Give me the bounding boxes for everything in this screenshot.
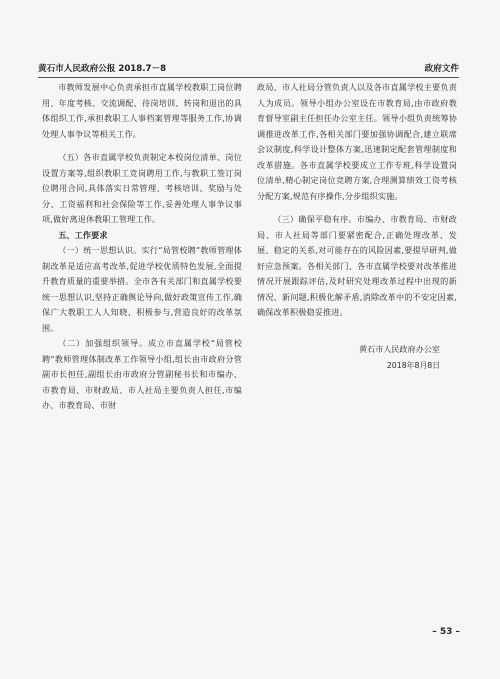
journal-title: 黄石市人民政府公报 2018.7－8 [38,64,167,74]
signature-date: 2018年8月8日 [386,361,440,370]
signature-org: 黄石市人民政府办公室 [359,344,440,354]
paragraph: （五）各市直属学校负责制定本校岗位清单、岗位设置方案等,组织教职工竞岗聘用工作,与教职工签订岗位聘用合同,具体落实日常管理、考核培训、奖励与处分、工资福利和社会保险等工作,妥善处理人事争议事项,做好离退休教职工管理工作。 [42,152,242,224]
right-column [257,80,457,321]
paragraph: 市教师发展中心负责承担市直属学校教职工岗位聘用、年度考核、交流调配、待岗培训、转岗和退出的具体组织工作,承担教职工人事档案管理等服务工作,协调处理人事争议等相关工作。 [42,82,242,139]
running-header [38,62,459,76]
paragraph: 政局、市人社局分管负责人以及各市直属学校主要负责人为成员。领导小组办公室设在市教育局,由市政府教育督导室副主任担任办公室主任。领导小组负责统筹协调推进改革工作,各相关部门要加强协调配合,建立联席会议制度,科学设计整体方案,迅速制定配套管理制度和改革措施。各市直属学校要成立工作专班,科学设置岗位清单,精心制定岗位竞聘方案,合理测算绩效工资考核分配方案,规范有序操作,分步组织实施。 [257,82,457,201]
page-number: – 53 – [432,627,460,637]
header-rule [38,77,459,78]
paragraph: （一）统一思想认识。实行“局管校聘”教师管理体制改革是适应高考改革,促进学校优质特色发展,全面提升教育质量的重要举措。全市各有关部门和直属学校要统一思想认识,坚持正确舆论导向,做好政策宣传工作,确保广大教职工人人知晓、积极参与,营造良好的改革氛围。 [42,245,242,333]
section-title: 政府文件 [424,64,459,74]
paragraph: （三）确保平稳有序。市编办、市教育局、市财政局、市人社局等部门要紧密配合,正确处理改革、发展、稳定的关系,对可能存在的风险因素,要提早研判,做好应急预案。各相关部门、各市直属学校要对改革推进情况开展跟踪评估,及时研究处理改革过程中出现的新情况、新问题,积极化解矛盾,消除改革中的不安定因素,确保改革积极稳妥推进。 [257,214,457,317]
section-heading: 五、工作要求 [58,229,108,240]
paragraph: （二）加强组织领导。成立市直属学校“局管校聘”教师管理体制改革工作领导小组,组长由市政府分管副市长担任,副组长由市政府分管副秘书长和市编办、市教育局、市财政局、市人社局主要负责人担任,市编办、市教育局、市财 [42,338,242,410]
left-column [42,80,242,414]
